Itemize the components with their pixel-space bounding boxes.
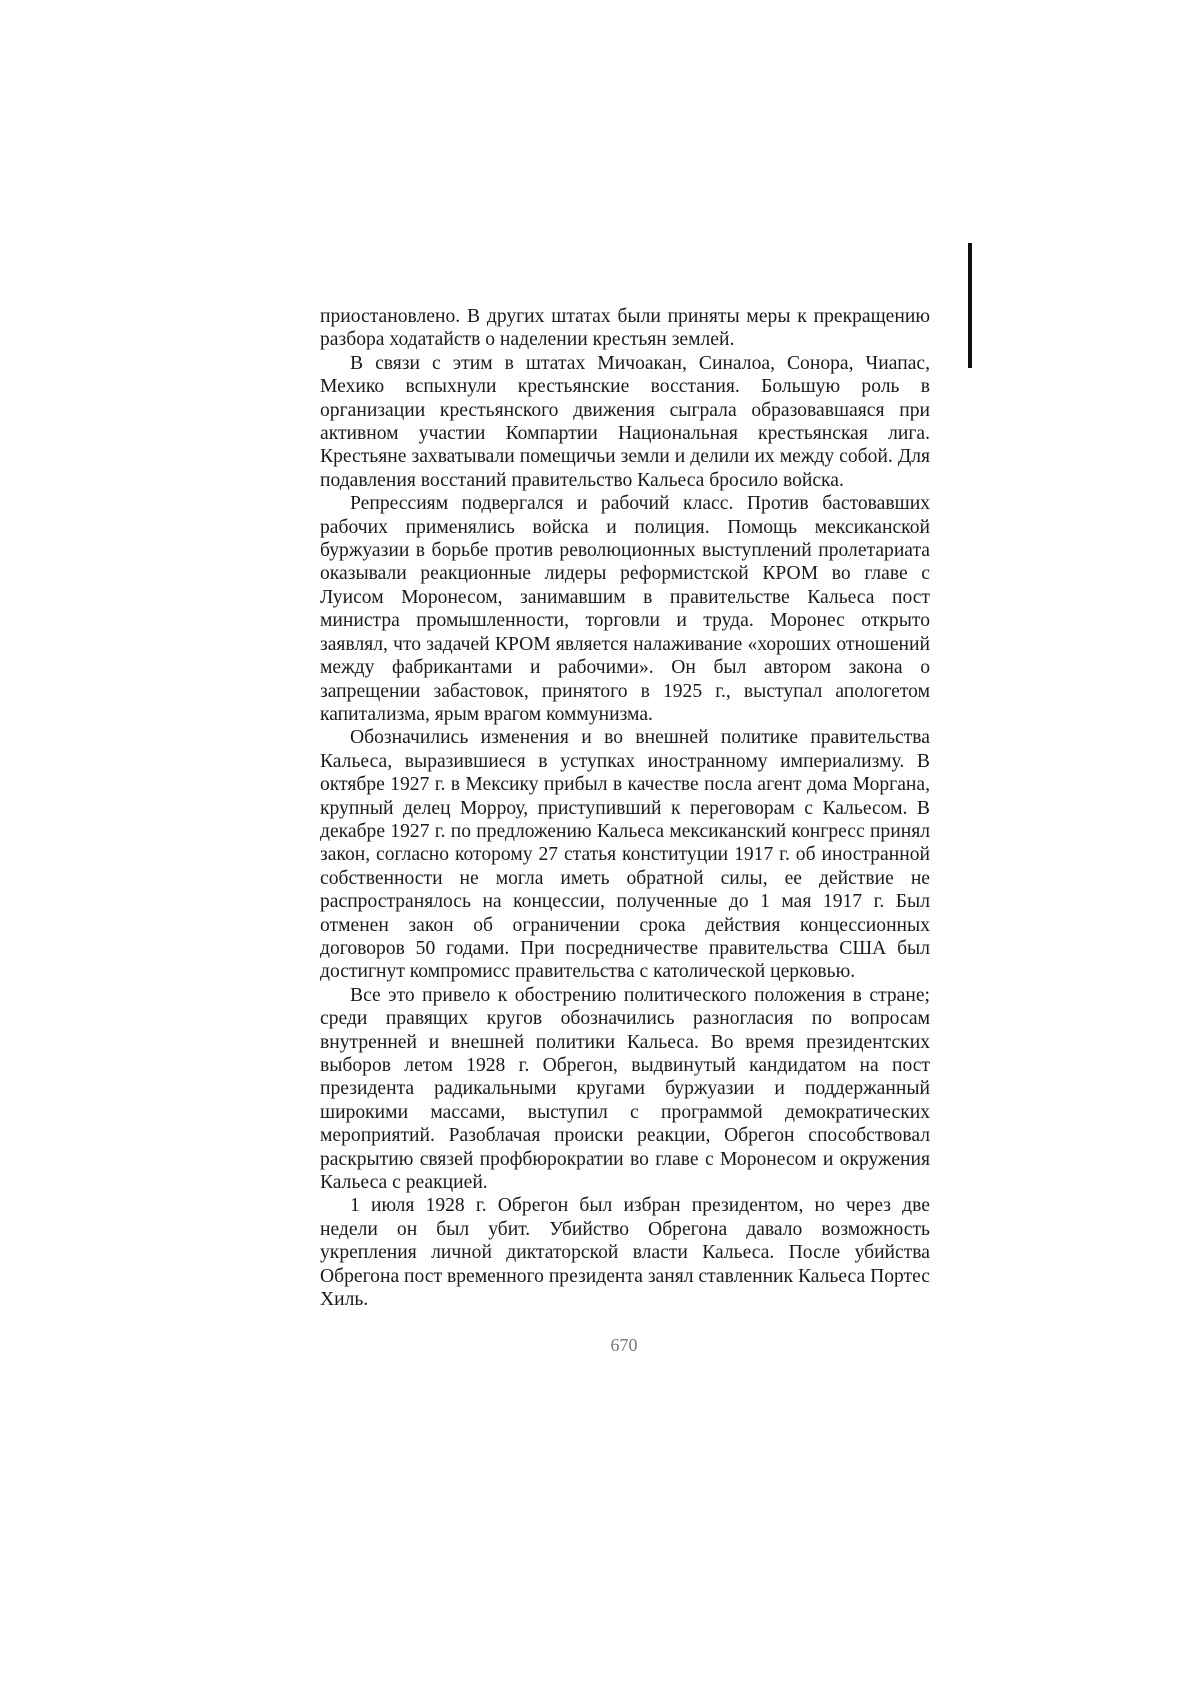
paragraph: приостановлено. В других штатах были приняты меры к прекращению разбора ходатайств о наделении крестьян землей. bbox=[320, 306, 930, 351]
page-number: 670 bbox=[610, 1335, 638, 1355]
paragraph: Все это привело к обострению политического положения в стране; среди правящих кругов обозначились разногласия по вопросам внутренней и внешней политики Кальеса. Во время президентских выборов летом 1928 г. Обрегон, выдвинутый кандидатом на пост президента радикальными кругами буржуазии и поддержанный широкими массами, выступил с программой демократических мероприятий. Разоблачая происки реакции, Обрегон способствовал раскрытию связей профбюрократии во главе с Моронесом и окружения Кальеса с реакцией. bbox=[320, 984, 930, 1194]
paragraph: 1 июля 1928 г. Обрегон был избран президентом, но через две недели он был убит. Убийство Обрегона давало возможность укрепления личной диктаторской власти Кальеса. После убийства Обрегона пост временного президента занял ставленник Кальеса Портес Хиль. bbox=[320, 1195, 930, 1311]
margin-bar bbox=[968, 243, 972, 368]
paragraph: В связи с этим в штатах Мичоакан, Синалоа, Сонора, Чиапас, Мехико вспыхнули крестьянские восстания. Большую роль в организации крестьянского движения сыграла образовавшаяся при активном участии Компартии Национальная крестьянская лига. Крестьяне захватывали помещичьи земли и делили их между собой. Для подавления восстаний правительство Кальеса бросило войска. bbox=[320, 352, 930, 491]
paragraph: Обозначились изменения и во внешней политике правительства Кальеса, выразившиеся в уступках иностранному империализму. В октябре 1927 г. в Мексику прибыл в качестве посла агент дома Моргана, крупный делец Морроу, приступивший к переговорам с Кальесом. В декабре 1927 г. по предложению Кальеса мексиканский конгресс принял закон, согласно которому 27 статья конституции 1917 г. об иностранной собственности не могла иметь обратной силы, ее действие не распространялось на концессии, полученные до 1 мая 1917 г. Был отменен закон об ограничении срока действия концессионных договоров 50 годами. При посредничестве правительства США был достигнут компромисс правительства с католической церковью. bbox=[320, 727, 930, 983]
page-body bbox=[320, 305, 930, 1311]
paragraph: Репрессиям подвергался и рабочий класс. Против бастовавших рабочих применялись войска и полиция. Помощь мексиканской буржуазии в борьбе против революционных выступлений пролетариата оказывали реакционные лидеры реформистской КРОМ во главе с Луисом Моронесом, занимавшим в правительстве Кальеса пост министра промышленности, торговли и труда. Моронес открыто заявлял, что задачей КРОМ является налаживание «хороших отношений между фабрикантами и рабочими». Он был автором закона о запрещении забастовок, принятого в 1925 г., выступал апологетом капитализма, ярым врагом коммунизма. bbox=[320, 493, 930, 725]
